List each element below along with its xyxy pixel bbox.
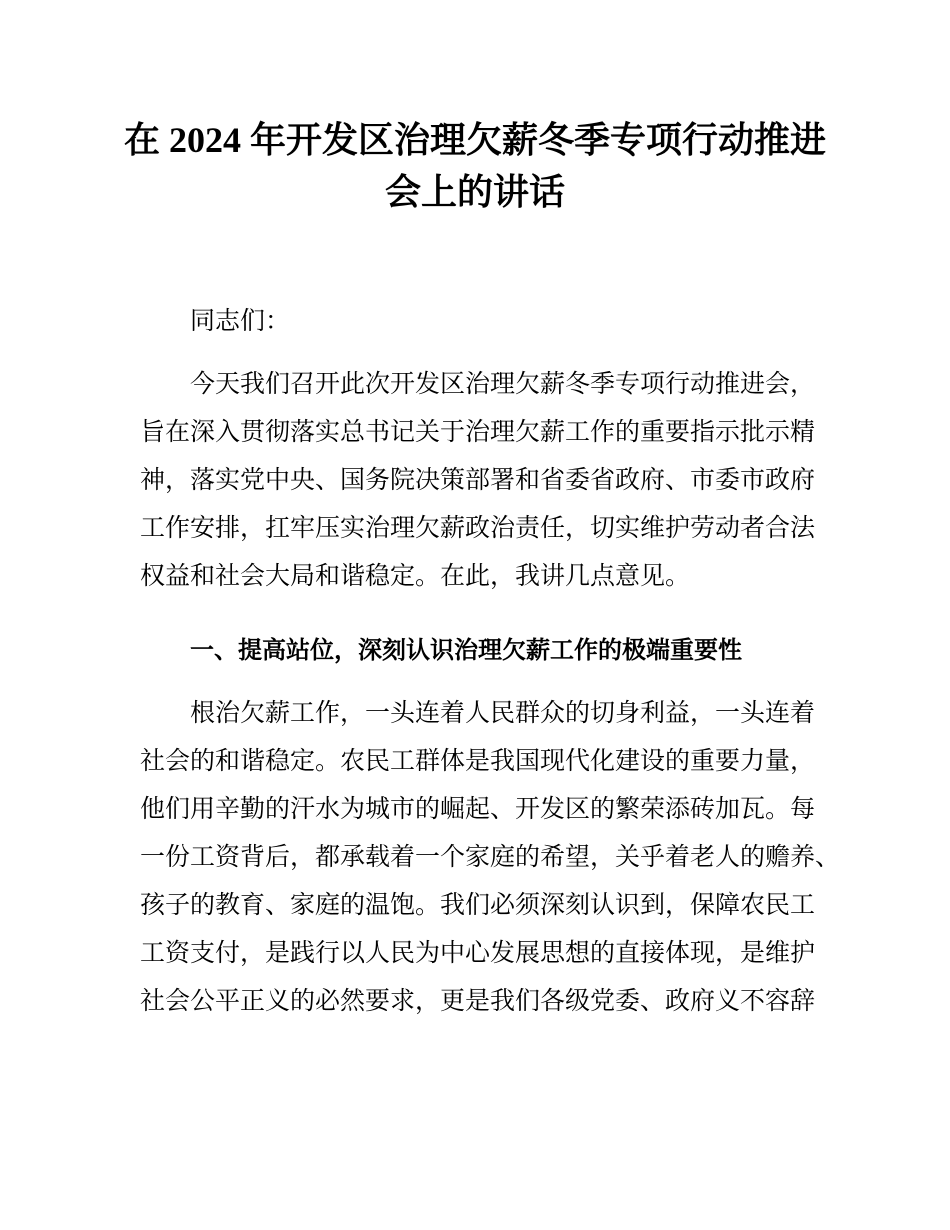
body-text-line: 一份工资背后，都承载着一个家庭的希望，关乎着老人的赡养、 [140, 844, 841, 871]
body-text-line: 社会公平正义的必然要求，更是我们各级党委、政府义不容辞 [140, 988, 816, 1015]
salutation [140, 298, 815, 346]
document-title [0, 0, 950, 218]
body-text-line: 工作安排，扛牢压实治理欠薪政治责任，切实维护劳动者合法 [140, 515, 816, 542]
body-text-line: 同志们： [190, 308, 291, 335]
body-text-line: 根治欠薪工作，一头连着人民群众的切身利益，一头连着 [190, 700, 816, 727]
paragraph [140, 361, 815, 601]
body-text-line: 他们用辛勤的汗水为城市的崛起、开发区的繁荣添砖加瓦。每 [140, 796, 816, 823]
body-text-line: 权益和社会大局和谐稳定。在此，我讲几点意见。 [140, 563, 691, 590]
body-text-line: 旨在深入贯彻落实总书记关于治理欠薪工作的重要指示批示精 [140, 419, 816, 446]
body-text-line: 神，落实党中央、国务院决策部署和省委省政府、市委市政府 [140, 467, 816, 494]
section-heading-text: 一、提高站位，深刻认识治理欠薪工作的极端重要性 [190, 637, 742, 664]
body-text-line: 今天我们召开此次开发区治理欠薪冬季专项行动推进会， [190, 371, 816, 398]
document-body [140, 298, 841, 1026]
body-text-line: 社会的和谐稳定。农民工群体是我国现代化建设的重要力量， [140, 748, 816, 775]
section-heading [140, 627, 815, 675]
body-text-line: 孩子的教育、家庭的温饱。我们必须深刻认识到，保障农民工 [140, 892, 816, 919]
document-title-line: 会上的讲话 [384, 172, 565, 212]
document-title-line: 在 2024 年开发区治理欠薪冬季专项行动推进 [123, 120, 826, 160]
body-text-line: 工资支付，是践行以人民为中心发展思想的直接体现，是维护 [140, 940, 816, 967]
paragraph [140, 690, 841, 1026]
